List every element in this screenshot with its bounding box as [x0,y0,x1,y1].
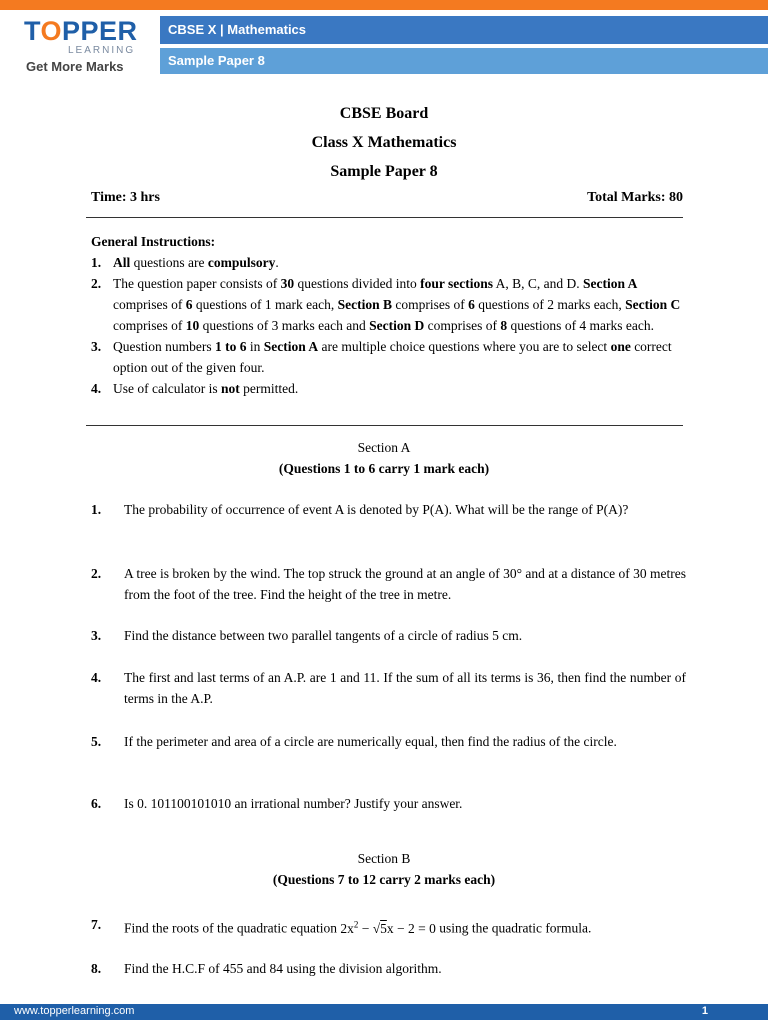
instruction-item [91,252,691,273]
question-number: 7. [91,917,102,932]
question-number: 3. [91,628,102,643]
footer-url-link[interactable]: www.topperlearning.com [14,1005,135,1017]
section-b-title: Section B [357,851,411,866]
section-a-title: Section A [357,440,411,455]
question-4 [91,667,686,709]
instruction-item [91,336,691,378]
question-1 [91,499,686,520]
paper-title: Sample Paper 8 [330,163,438,180]
total-marks-label: Total Marks: 80 [587,190,683,205]
question-text: Find the H.C.F of 455 and 84 using the division algorithm. [124,961,442,976]
question-number: 6. [91,796,102,811]
instruction-number: 2. [91,276,102,291]
question-3 [91,625,686,646]
instruction-item [91,273,691,336]
paper-banner [160,48,768,74]
question-number: 4. [91,670,102,685]
top-accent-stripe [0,0,768,10]
logo-wordmark: TOPPER [24,16,138,46]
instruction-number: 4. [91,381,102,396]
general-instructions [91,231,691,399]
footer-bar [0,1004,768,1020]
question-number: 8. [91,961,102,976]
question-text: Find the distance between two parallel tangents of a circle of radius 5 cm. [124,628,523,643]
section-a-subtitle: (Questions 1 to 6 carry 1 mark each) [278,461,490,476]
time-label: Time: 3 hrs [91,190,160,205]
subject-label: CBSE X | Mathematics [168,22,307,37]
instruction-text: Question numbers 1 to 6 in Section A are multiple choice questions where you are to select one correct option out of the given four. [113,339,672,375]
topper-logo [24,14,144,76]
question-number: 5. [91,734,102,749]
divider [86,217,683,218]
instruction-number: 3. [91,339,102,354]
logo-tagline: Get More Marks [26,59,124,74]
question-5 [91,731,686,752]
question-text: The probability of occurrence of event A is denoted by P(A). What will be the range of P(A)? [124,502,629,517]
instruction-number: 1. [91,255,102,270]
question-2 [91,563,686,605]
class-title: Class X Mathematics [311,134,457,151]
quadratic-equation: $2x^2 - √5x - 2 = 0$ [340,919,436,936]
instruction-text: The question paper consists of 30 questions divided into four sections A, B, C, and D. Section A comprises of 6 questions of 1 mark each, Section B comprises of 6 questions of 2 marks each, Section C comprises of 10 questions of 3 marks each and Section D comprises of 8 questions of 4 marks each. [113,276,681,333]
paper-label: Sample Paper 8 [168,53,265,68]
question-text: Is 0. 101100101010 an irrational number? Justify your answer. [124,796,463,811]
logo-subtext: LEARNING [68,45,136,56]
board-title: CBSE Board [339,105,429,122]
question-text: If the perimeter and area of a circle are numerically equal, then find the radius of the circle. [124,734,617,749]
section-a-heading [0,437,768,479]
question-7 [91,914,686,939]
question-text: A tree is broken by the wind. The top struck the ground at an angle of 30° and at a distance of 30 metres from the foot of the tree. Find the height of the tree in metre. [124,566,686,602]
question-8 [91,958,686,979]
question-text: The first and last terms of an A.P. are 1 and 11. If the sum of all its terms is 36, then find the number of terms in the A.P. [124,670,686,706]
subject-banner [160,16,768,44]
question-number: 1. [91,502,102,517]
instruction-item [91,378,691,399]
question-text: Find the roots of the quadratic equation $2x^2 - √5x - 2 = 0$ using the quadratic formula. [124,919,592,936]
section-b-subtitle: (Questions 7 to 12 carry 2 marks each) [272,872,496,887]
page-number: 1 [701,1005,708,1017]
section-b-heading [0,848,768,890]
instruction-text: All questions are compulsory. [113,255,279,270]
question-number: 2. [91,566,102,581]
instruction-text: Use of calculator is not permitted. [113,381,299,396]
instructions-heading: General Instructions: [91,234,216,249]
divider [86,425,683,426]
instructions-list [91,252,691,399]
question-6 [91,793,686,814]
